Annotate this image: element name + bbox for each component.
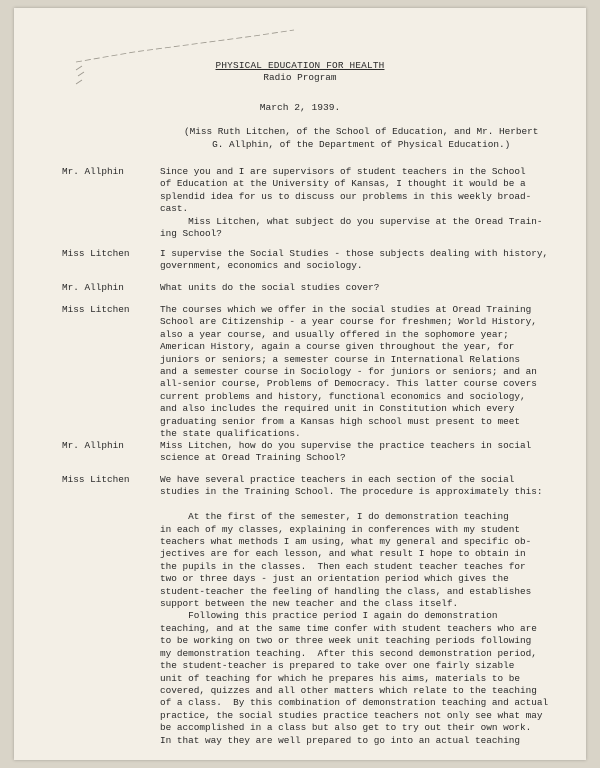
speech-line: the pupils in the classes. Then each student teacher teaches for bbox=[160, 560, 526, 572]
speech-block bbox=[160, 282, 560, 294]
document-header bbox=[14, 60, 586, 84]
document-subtitle: Radio Program bbox=[263, 72, 337, 83]
speaker-label: Mr. Allphin bbox=[62, 166, 124, 177]
participants-note-line: (Miss Ruth Litchen, of the School of Education, and Mr. Herbert bbox=[184, 126, 539, 137]
speech-block bbox=[160, 474, 560, 747]
speech-line: all-senior course, Problems of Democracy. This latter course covers bbox=[160, 378, 537, 390]
speech-line: of Education at the University of Kansas, I thought it would be a bbox=[160, 178, 526, 190]
speech-line: science at Oread Training School? bbox=[160, 452, 346, 464]
speech-line: the student-teacher is prepared to take over one fairly sizable bbox=[160, 660, 515, 672]
speech-line: student-teacher the feeling of handling the class, and establishes bbox=[160, 585, 532, 597]
speech-line: Since you and I are supervisors of student teachers in the School bbox=[160, 166, 526, 177]
speech-line: unit of teaching for which he prepares his aims, materials to be bbox=[160, 672, 521, 684]
speech-line: current problems and history, functional economics and sociology, bbox=[160, 390, 526, 402]
speech-line: practice, the social studies practice teachers not only see what may bbox=[160, 709, 543, 721]
speech-line: be accomplished in a class but also get to try out their own work. bbox=[160, 722, 532, 734]
speech-block bbox=[160, 304, 560, 440]
participants-note-line: G. Allphin, of the Department of Physical Education.) bbox=[184, 138, 511, 150]
document-date: March 2, 1939. bbox=[259, 102, 341, 113]
speech-line: to be working on two or three week unit teaching periods following bbox=[160, 635, 532, 647]
document-page bbox=[14, 8, 586, 760]
participants-note bbox=[184, 126, 538, 151]
speech-line: At the first of the semester, I do demonstration teaching bbox=[160, 511, 509, 523]
speech-line: American History, again a course given throughout the year, for bbox=[160, 341, 515, 353]
speech-line: graduating senior from a Kansas high school must present to meet bbox=[160, 415, 521, 427]
speech-line: The courses which we offer in the social studies at Oread Training bbox=[160, 304, 532, 315]
speech-line: In that way they are well prepared to go into an actual teaching bbox=[160, 734, 521, 746]
speech-line: my demonstration teaching. After this second demonstration period, bbox=[160, 647, 537, 659]
speech-line: Miss Litchen, how do you supervise the practice teachers in social bbox=[160, 440, 532, 451]
speech-block bbox=[160, 248, 560, 273]
speech-line: and also includes the required unit in Constitution which every bbox=[160, 403, 515, 415]
speech-line: splendid idea for us to discuss our problems in this weekly broad- bbox=[160, 190, 532, 202]
speech-line: of a class. By this combination of demonstration teaching and actual bbox=[160, 697, 549, 709]
speech-line: ing School? bbox=[160, 228, 222, 240]
document-title: PHYSICAL EDUCATION FOR HEALTH bbox=[215, 60, 385, 71]
speech-line: teachers what methods I am using, what my general and specific ob- bbox=[160, 536, 532, 548]
speech-line: juniors or seniors; a semester course in International Relations bbox=[160, 353, 521, 365]
speech-line bbox=[160, 499, 560, 511]
speech-line: the state qualifications. bbox=[160, 428, 301, 440]
speech-line: teaching, and at the same time confer with student teachers who are bbox=[160, 622, 537, 634]
speaker-label: Miss Litchen bbox=[62, 248, 130, 259]
speech-line: and a semester course in Sociology - for juniors or seniors; and an bbox=[160, 366, 537, 378]
speech-line: in each of my classes, explaining in conferences with my student bbox=[160, 523, 521, 535]
speech-block bbox=[160, 440, 560, 465]
speech-line: cast. bbox=[160, 203, 189, 215]
speech-line: studies in the Training School. The procedure is approximately this: bbox=[160, 486, 543, 498]
speech-line: support between the new teacher and the class itself. bbox=[160, 598, 459, 610]
speaker-label: Miss Litchen bbox=[62, 474, 130, 485]
speaker-label: Mr. Allphin bbox=[62, 282, 124, 293]
speech-line: jectives are for each lesson, and what result I hope to obtain in bbox=[160, 548, 526, 560]
speech-line: What units do the social studies cover? bbox=[160, 282, 380, 293]
speech-line: also a year course, and usually offered in the sophomore year; bbox=[160, 328, 509, 340]
speech-block bbox=[160, 166, 560, 240]
speaker-label: Mr. Allphin bbox=[62, 440, 124, 451]
speech-line: government, economics and sociology. bbox=[160, 260, 363, 272]
speech-line: two or three days - just an orientation period which gives the bbox=[160, 573, 509, 585]
speech-line: covered, quizzes and all other matters which relate to the teaching bbox=[160, 684, 537, 696]
speech-line: We have several practice teachers in each section of the social bbox=[160, 474, 515, 485]
speech-line: School are Citizenship - a year course for freshmen; World History, bbox=[160, 316, 537, 328]
speech-line: I supervise the Social Studies - those subjects dealing with history, bbox=[160, 248, 549, 259]
speech-line: Miss Litchen, what subject do you supervise at the Oread Train- bbox=[160, 215, 543, 227]
speaker-label: Miss Litchen bbox=[62, 304, 130, 315]
speech-line: Following this practice period I again do demonstration bbox=[160, 610, 498, 622]
